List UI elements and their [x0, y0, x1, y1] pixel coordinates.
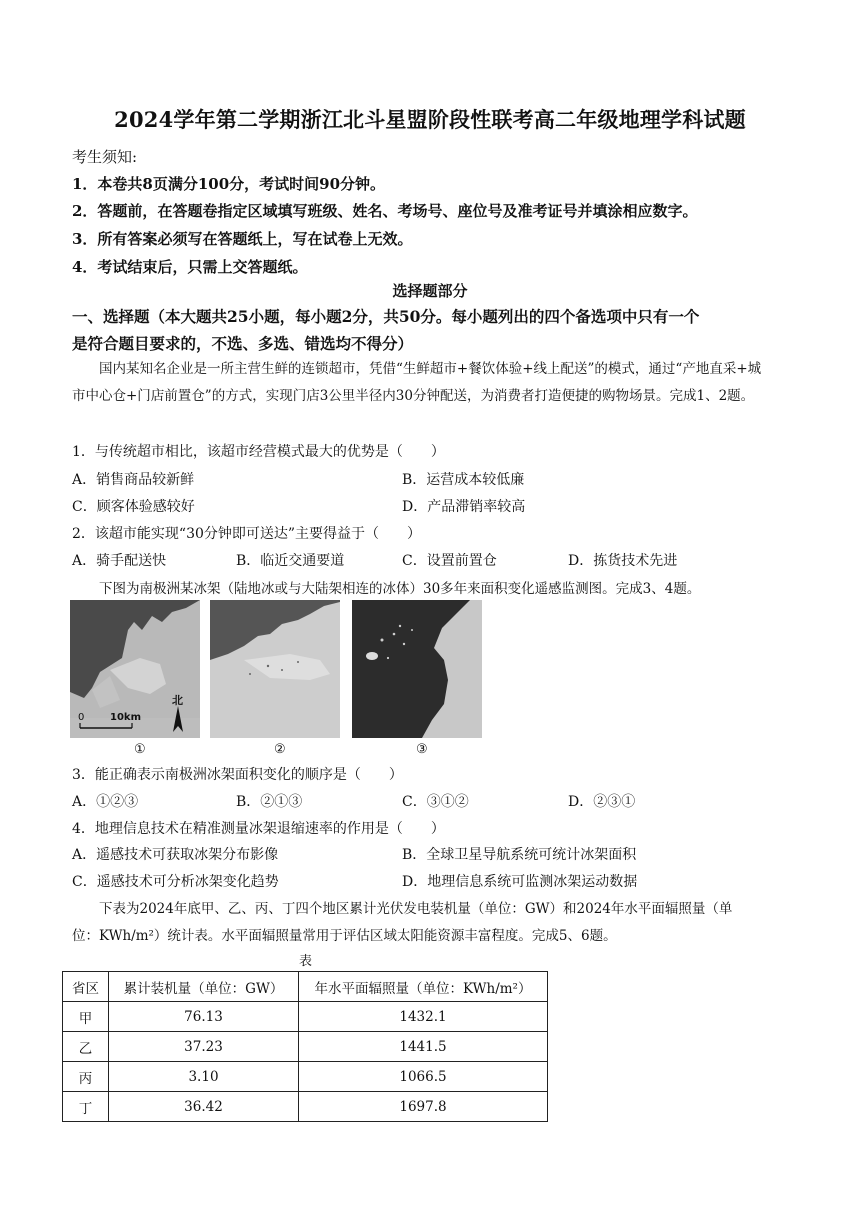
question-1-option-a: A．销售商品较新鲜: [72, 472, 195, 488]
table-header-irradiance: 年水平面辐照量（单位：KWh/m²）: [299, 972, 548, 1002]
question-3-option-c: C．③①②: [402, 794, 469, 810]
question-2-stem: 2．该超市能实现“30分钟即可送达”主要得益于（ ）: [72, 526, 422, 542]
scale-label: 10km: [110, 712, 141, 723]
question-4-option-a: A．遥感技术可获取冰架分布影像: [72, 847, 279, 863]
question-2-option-b: B．临近交通要道: [236, 553, 345, 569]
table-cell-region: 丙: [63, 1062, 109, 1092]
pv-statistics-table: [62, 971, 548, 1122]
ice-shelf-image-3: [352, 600, 482, 738]
question-3-option-a: A．①②③: [72, 794, 139, 810]
table-header-capacity: 累计装机量（单位：GW）: [109, 972, 299, 1002]
question-1-stem: 1．与传统超市相比，该超市经营模式最大的优势是（ ）: [72, 444, 445, 460]
scale-zero: 0: [78, 712, 85, 723]
question-2-option-d: D．拣货技术先进: [568, 553, 678, 569]
question-3-stem: 3．能正确表示南极洲冰架面积变化的顺序是（ ）: [72, 767, 403, 783]
question-1-option-d: D．产品滞销率较高: [402, 499, 526, 515]
exam-title: 2024学年第二学期浙江北斗星盟阶段性联考高二年级地理学科试题: [114, 107, 746, 132]
ice-shelf-image-2: [210, 600, 340, 738]
table-header-row: [63, 972, 548, 1002]
ice-shelf-image-3-graphic: [352, 600, 482, 738]
table-row: [63, 1062, 548, 1092]
table-row: [63, 1032, 548, 1062]
question-3-option-d: D．②③①: [568, 794, 636, 810]
table-cell-region: 甲: [63, 1002, 109, 1032]
image-caption-2: ②: [274, 742, 286, 757]
notice-item-2: 2．答题前，在答题卷指定区域填写班级、姓名、考场号、座位号及准考证号并填涂相应数字。: [72, 202, 698, 220]
section-title: 选择题部分: [392, 282, 468, 300]
part1-instructions-line2: 是符合题目要求的，不选、多选、错选均不得分）: [72, 334, 414, 353]
question-2-option-a: A．骑手配送快: [72, 553, 167, 569]
table-cell-capacity: 76.13: [109, 1002, 299, 1032]
table-cell-irradiance: 1066.5: [299, 1062, 548, 1092]
question-4-stem: 4．地理信息技术在精准测量冰架退缩速率的作用是（ ）: [72, 821, 445, 837]
part1-instructions-line1: 一、选择题（本大题共25小题，每小题2分，共50分。每小题列出的四个备选项中只有一个: [72, 307, 700, 326]
table-caption: 表: [299, 954, 313, 969]
question-1-option-c: C．顾客体验感较好: [72, 499, 195, 515]
question-4-option-d: D．地理信息系统可监测冰架运动数据: [402, 874, 638, 890]
table-cell-irradiance: 1697.8: [299, 1092, 548, 1122]
image-caption-3: ③: [416, 742, 428, 757]
table-cell-irradiance: 1441.5: [299, 1032, 548, 1062]
table-row: [63, 1002, 548, 1032]
north-arrow-label: 北: [172, 694, 183, 707]
table-cell-irradiance: 1432.1: [299, 1002, 548, 1032]
ice-shelf-image-2-graphic: [210, 600, 340, 738]
table-cell-capacity: 37.23: [109, 1032, 299, 1062]
image-caption-1: ①: [134, 742, 146, 757]
question-4-option-c: C．遥感技术可分析冰架变化趋势: [72, 874, 279, 890]
notice-item-3: 3．所有答案必须写在答题纸上，写在试卷上无效。: [72, 230, 413, 248]
table-cell-region: 丁: [63, 1092, 109, 1122]
table-cell-capacity: 36.42: [109, 1092, 299, 1122]
passage-ice-shelf: 下图为南极洲某冰架（陆地冰或与大陆架相连的冰体）30多年来面积变化遥感监测图。完成3、4题。: [99, 581, 701, 597]
question-1-option-b: B．运营成本较低廉: [402, 472, 525, 488]
table-cell-capacity: 3.10: [109, 1062, 299, 1092]
notice-item-4: 4．考试结束后，只需上交答题纸。: [72, 258, 308, 276]
table-header-region: 省区: [63, 972, 109, 1002]
question-2-option-c: C．设置前置仓: [402, 553, 497, 569]
passage-pv-line1: 下表为2024年底甲、乙、丙、丁四个地区累计光伏发电装机量（单位：GW）和2024年水平面辐照量（单: [99, 901, 733, 917]
passage-supermarket: 国内某知名企业是一所主营生鲜的连锁超市，凭借“生鲜超市+餐饮体验+线上配送”的模式，通过“产地直采+城市中心仓+门店前置仓”的方式，实现门店3公里半径内30分钟配送，为消费者打造便捷的购物场景。完成1、2题。: [72, 361, 762, 404]
table-cell-region: 乙: [63, 1032, 109, 1062]
question-4-option-b: B．全球卫星导航系统可统计冰架面积: [402, 847, 637, 863]
ice-shelf-image-1: [70, 600, 200, 738]
table-row: [63, 1092, 548, 1122]
notice-heading: 考生须知:: [72, 148, 138, 166]
notice-item-1: 1．本卷共8页满分100分，考试时间90分钟。: [72, 175, 386, 193]
question-3-option-b: B．②①③: [236, 794, 303, 810]
passage-pv-line2: 位：KWh/m²）统计表。水平面辐照量常用于评估区域太阳能资源丰富程度。完成5、6题。: [72, 928, 617, 944]
